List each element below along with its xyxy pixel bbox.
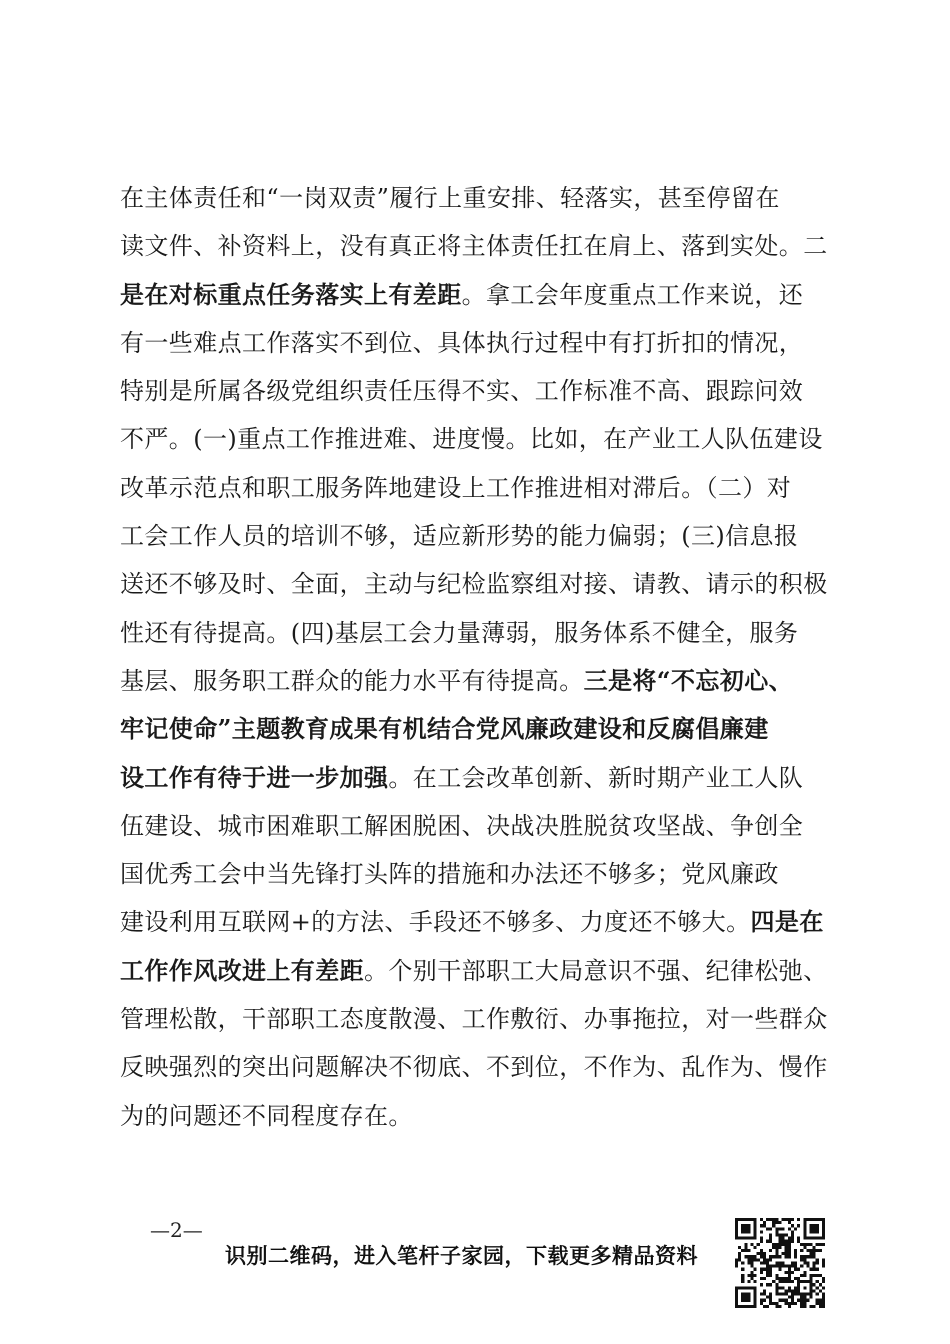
body-text: 送还不够及时、全面，主动与纪检监察组对接、请教、请示的积极 [120,570,828,599]
body-line [120,464,832,512]
bold-heading-text: 是在对标重点任务落实上有差距 [120,279,462,309]
body-text: 在主体责任和“一岗双责”履行上重安排、轻落实，甚至停留在 [120,184,780,212]
body-text: 为的问题还不同程度存在。 [120,1101,413,1130]
bold-heading-text: 设工作有待于进一步加强 [120,762,389,792]
body-text: 有一些难点工作落实不到位、具体执行过程中有打折扣的情况， [120,328,804,357]
body-text: 特别是所属各级党组织责任压得不实、工作标准不高、跟踪问效 [120,377,804,406]
body-text: 不严。(一)重点工作推进难、进度慢。比如，在产业工人队伍建设 [120,425,823,454]
qr-code-icon[interactable] [735,1218,825,1308]
body-line [120,898,832,946]
body-text: 。拿工会年度重点工作来说，还 [461,280,804,309]
body-line [120,754,832,802]
body-text: 国优秀工会中当先锋打头阵的措施和办法还不够多；党风廉政 [120,860,779,889]
bold-heading-text: 三是将“不忘初心、 [583,665,794,695]
body-line [120,560,832,608]
body-line [120,512,832,560]
body-line [120,1092,832,1140]
bold-heading-text: 牢记使命”主题教育成果有机结合党风廉政建设和反腐倡廉建 [120,714,769,744]
body-text: 改革示范点和职工服务阵地建设上工作推进相对滞后。（二）对 [120,473,792,502]
body-line [120,319,832,367]
body-line [120,367,832,415]
body-line [120,705,832,753]
body-line [120,174,832,222]
body-text: 性还有待提高。(四)基层工会力量薄弱，服务体系不健全，服务 [120,618,799,647]
body-text: 。在工会改革创新、新时期产业工人队 [388,763,804,792]
body-line [120,995,832,1043]
body-line [120,222,832,270]
body-text: 管理松散，干部职工态度散漫、工作敷衍、办事拖拉，对一些群众 [120,1005,828,1034]
body-line [120,947,832,995]
body-line [120,802,832,850]
page-number: —2— [150,1218,203,1242]
body-text: 读文件、补资料上，没有真正将主体责任扛在肩上、落到实处。二 [120,232,828,261]
body-text: 工会工作人员的培训不够，适应新形势的能力偏弱；(三)信息报 [120,522,799,551]
body-line [120,415,832,463]
qr-promo-text: 识别二维码，进入笔杆子家园，下载更多精品资料 [225,1243,698,1268]
bold-heading-text: 四是在 [750,907,824,937]
bold-heading-text: 工作作风改进上有差距 [120,955,364,985]
body-text: 基层、服务职工群众的能力水平有待提高。 [120,666,584,695]
body-line [120,850,832,898]
body-line [120,609,832,657]
document-body [120,174,832,1140]
body-text: 。个别干部职工大局意识不强、纪律松弛、 [364,956,828,985]
body-line [120,271,832,319]
body-text: 伍建设、城市困难职工解困脱困、决战决胜脱贫攻坚战、争创全 [120,811,804,840]
body-line [120,1043,832,1091]
body-text: 建设利用互联网+的方法、手段还不够多、力度还不够大。 [120,908,751,937]
body-text: 反映强烈的突出问题解决不彻底、不到位，不作为、乱作为、慢作 [120,1053,828,1082]
body-line [120,657,832,705]
